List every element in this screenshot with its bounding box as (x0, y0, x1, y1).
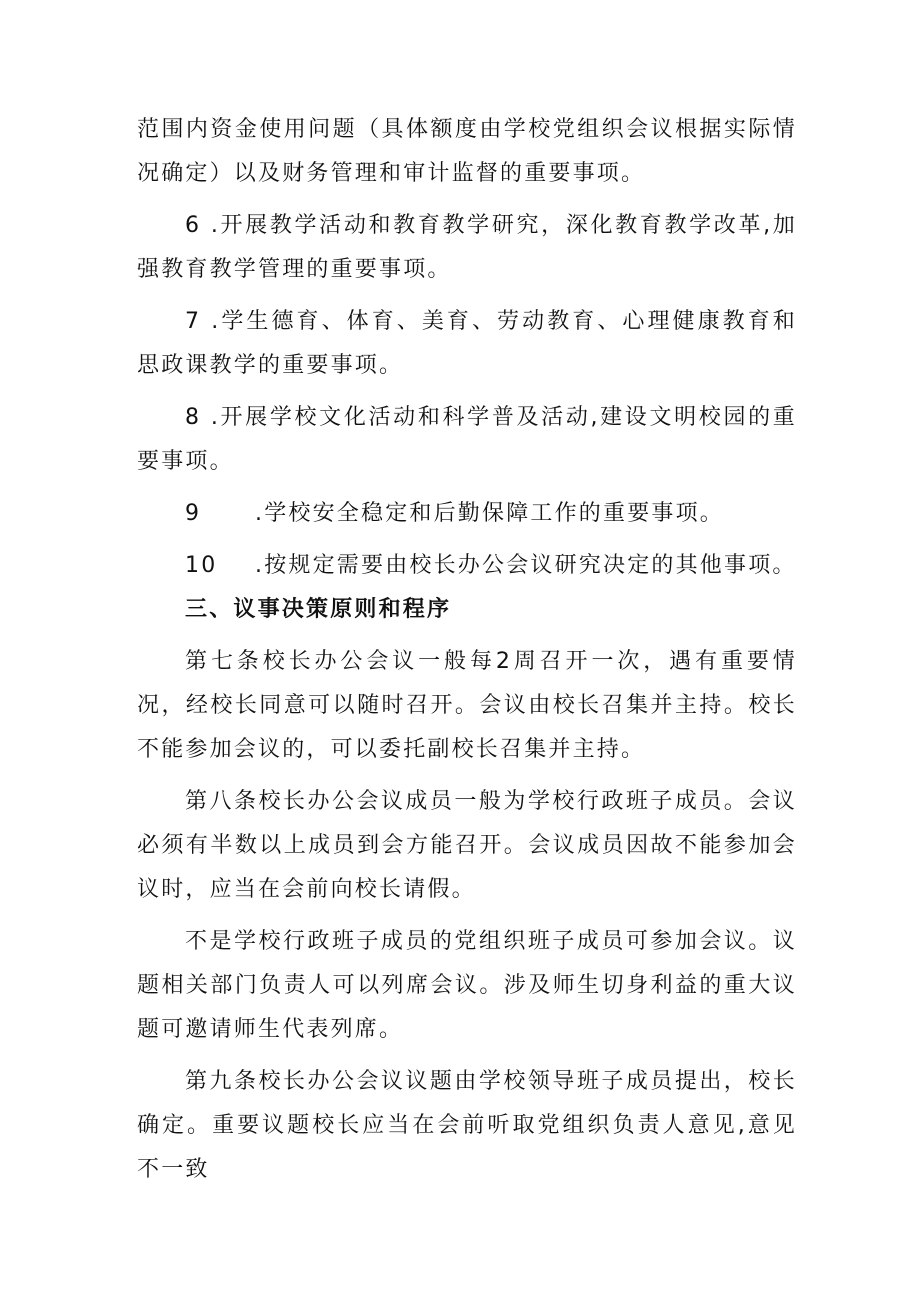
list-item-10-number: 10 (185, 553, 218, 578)
article-8-paragraph-2: 不是学校行政班子成员的党组织班子成员可参加会议。议题相关部门负责人可以列席会议。涉及师生切身利益的重大议题可邀请师生代表列席。 (137, 929, 797, 1042)
list-item-10-text: .按规定需要由校长办公会议研究决定的其他事项。 (255, 553, 797, 578)
list-item-7: 7 .学生德育、体育、美育、劳动教育、心理健康教育和思政课教学的重要事项。 (137, 309, 797, 378)
list-item-9 (137, 492, 797, 536)
paragraph-finance-matters: 范围内资金使用问题（具体额度由学校党组织会议根据实际情况确定）以及财务管理和审计监督的重要事项。 (137, 117, 797, 186)
article-9: 第九条校长办公会议议题由学校领导班子成员提出，校长确定。重要议题校长应当在会前听取党组织负责人意见,意见不一致 (137, 1069, 797, 1182)
list-item-10 (137, 544, 797, 588)
list-item-6: 6 .开展教学活动和教育教学研究，深化教育教学改革,加强教育教学管理的重要事项。 (137, 213, 797, 282)
document-body (137, 108, 797, 1192)
article-8: 第八条校长办公会议成员一般为学校行政班子成员。会议必须有半数以上成员到会方能召开。会议成员因故不能参加会议时，应当在会前向校长请假。 (137, 789, 797, 902)
list-item-9-number: 9 (185, 501, 202, 526)
list-item-8: 8 .开展学校文化活动和科学普及活动,建设文明校园的重要事项。 (137, 405, 797, 474)
article-7: 第七条校长办公会议一般每2周召开一次，遇有重要情况，经校长同意可以随时召开。会议由校长召集并主持。校长不能参加会议的，可以委托副校长召集并主持。 (137, 649, 797, 762)
section-heading-3: 三、议事决策原则和程序 (185, 597, 452, 622)
list-item-9-text: .学校安全稳定和后勤保障工作的重要事项。 (255, 501, 724, 526)
